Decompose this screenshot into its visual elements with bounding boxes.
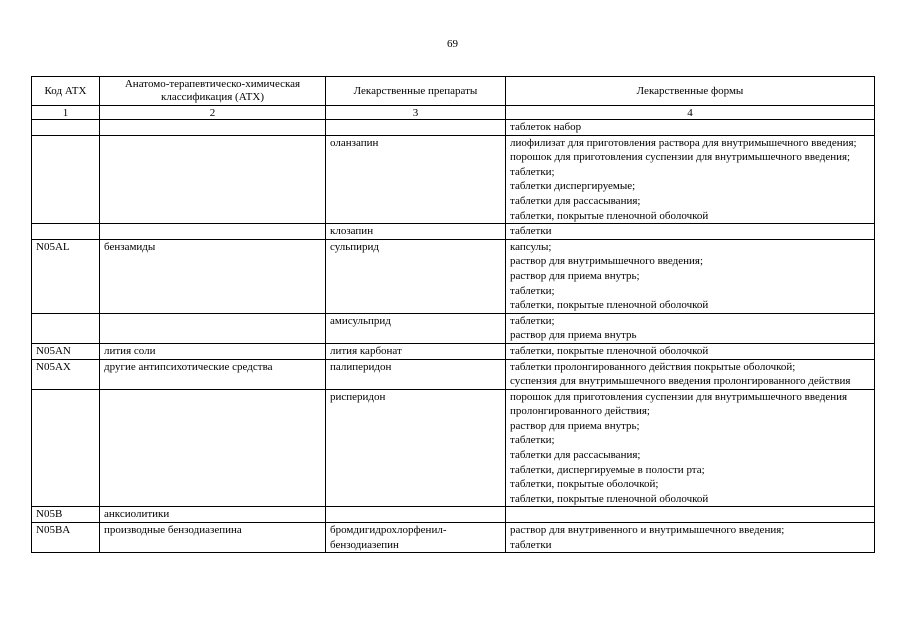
table-row bbox=[32, 343, 875, 359]
column-number-row bbox=[32, 106, 875, 120]
dosage-forms-cell bbox=[506, 313, 875, 343]
classification-cell bbox=[100, 120, 326, 136]
page-number: 69 bbox=[447, 38, 458, 50]
classification-cell bbox=[100, 389, 326, 507]
dosage-forms-cell bbox=[506, 224, 875, 240]
dosage-form: таблетки, диспергируемые в полости рта; bbox=[510, 463, 705, 476]
header-atx-code: Код АТХ bbox=[32, 77, 100, 106]
atx-code-cell bbox=[32, 389, 100, 507]
dosage-form: таблетки диспергируемые; bbox=[510, 180, 636, 193]
table-row bbox=[32, 120, 875, 136]
dosage-form: таблетки, покрытые пленочной оболочкой bbox=[510, 344, 709, 357]
drug-cell: бромдигидрохлорфенил-бензодиазепин bbox=[326, 523, 506, 553]
atx-code-cell bbox=[32, 224, 100, 240]
dosage-form: таблетки bbox=[510, 225, 552, 238]
classification-cell: производные бензодиазепина bbox=[100, 523, 326, 553]
table-row bbox=[32, 135, 875, 224]
drug-cell: рисперидон bbox=[326, 389, 506, 507]
dosage-forms-cell bbox=[506, 507, 875, 523]
dosage-forms-cell bbox=[506, 359, 875, 389]
classification-cell bbox=[100, 313, 326, 343]
classification-cell: лития соли bbox=[100, 343, 326, 359]
dosage-form: таблетки; bbox=[510, 434, 555, 447]
drug-cell bbox=[326, 120, 506, 136]
dosage-form: таблетки, покрытые пленочной оболочкой bbox=[510, 209, 709, 222]
dosage-form: раствор для приема внутрь; bbox=[510, 269, 640, 282]
table-body bbox=[32, 120, 875, 553]
dosage-form: таблетки; bbox=[510, 165, 555, 178]
classification-cell: анксиолитики bbox=[100, 507, 326, 523]
dosage-form: таблетки, покрытые пленочной оболочкой bbox=[510, 299, 709, 312]
dosage-form: таблетки пролонгированного действия покрытые оболочкой; bbox=[510, 360, 796, 373]
classification-cell: другие антипсихотические средства bbox=[100, 359, 326, 389]
dosage-form: таблетки; bbox=[510, 314, 555, 327]
table-row bbox=[32, 224, 875, 240]
drug-cell: сульпирид bbox=[326, 239, 506, 313]
dosage-form: порошок для приготовления суспензии для внутримышечного введения; bbox=[510, 151, 851, 164]
dosage-form: раствор для внутримышечного введения; bbox=[510, 255, 704, 268]
column-number: 2 bbox=[100, 106, 326, 120]
dosage-form: суспензия для внутримышечного введения пролонгированного действия bbox=[510, 375, 851, 388]
dosage-forms-cell bbox=[506, 523, 875, 553]
atx-code-cell bbox=[32, 135, 100, 224]
classification-cell bbox=[100, 224, 326, 240]
drug-cell: клозапин bbox=[326, 224, 506, 240]
atx-code-cell: N05B bbox=[32, 507, 100, 523]
dosage-forms-cell bbox=[506, 389, 875, 507]
drug-cell bbox=[326, 507, 506, 523]
dosage-forms-cell bbox=[506, 135, 875, 224]
drug-cell: лития карбонат bbox=[326, 343, 506, 359]
table-header-row bbox=[32, 77, 875, 106]
dosage-forms-cell bbox=[506, 343, 875, 359]
dosage-form: раствор для приема внутрь bbox=[510, 329, 637, 342]
column-number: 3 bbox=[326, 106, 506, 120]
dosage-form: таблетки bbox=[510, 538, 552, 551]
header-dosage-forms: Лекарственные формы bbox=[506, 77, 875, 106]
atx-drug-table bbox=[31, 76, 875, 553]
dosage-forms-cell bbox=[506, 239, 875, 313]
drug-cell: оланзапин bbox=[326, 135, 506, 224]
header-atx-classification: Анатомо-терапевтическо-химическая классификация (АТХ) bbox=[100, 77, 326, 106]
column-number: 4 bbox=[506, 106, 875, 120]
classification-cell bbox=[100, 135, 326, 224]
dosage-form: таблетки; bbox=[510, 284, 555, 297]
drug-cell: палиперидон bbox=[326, 359, 506, 389]
drug-cell: амисульприд bbox=[326, 313, 506, 343]
header-drugs: Лекарственные препараты bbox=[326, 77, 506, 106]
dosage-form: лиофилизат для приготовления раствора для внутримышечного введения; bbox=[510, 136, 857, 149]
dosage-form: таблетки для рассасывания; bbox=[510, 194, 641, 207]
table-row bbox=[32, 389, 875, 507]
table-row bbox=[32, 507, 875, 523]
table-row bbox=[32, 359, 875, 389]
dosage-form: капсулы; bbox=[510, 240, 552, 253]
atx-code-cell: N05AL bbox=[32, 239, 100, 313]
atx-code-cell bbox=[32, 313, 100, 343]
dosage-form: таблетки, покрытые оболочкой; bbox=[510, 478, 659, 491]
dosage-form: раствор для внутривенного и внутримышечного введения; bbox=[510, 524, 785, 537]
table-row bbox=[32, 523, 875, 553]
atx-code-cell bbox=[32, 120, 100, 136]
dosage-form: таблетки, покрытые пленочной оболочкой bbox=[510, 492, 709, 505]
table-row bbox=[32, 239, 875, 313]
classification-cell: бензамиды bbox=[100, 239, 326, 313]
table-row bbox=[32, 313, 875, 343]
dosage-form: таблетки для рассасывания; bbox=[510, 449, 641, 462]
atx-code-cell: N05AX bbox=[32, 359, 100, 389]
dosage-form: порошок для приготовления суспензии для внутримышечного введения пролонгированного действия; bbox=[510, 390, 848, 418]
column-number: 1 bbox=[32, 106, 100, 120]
atx-code-cell: N05BA bbox=[32, 523, 100, 553]
dosage-form: таблеток набор bbox=[510, 121, 582, 133]
atx-code-cell: N05AN bbox=[32, 343, 100, 359]
dosage-form: раствор для приема внутрь; bbox=[510, 419, 640, 432]
dosage-forms-cell bbox=[506, 120, 875, 136]
